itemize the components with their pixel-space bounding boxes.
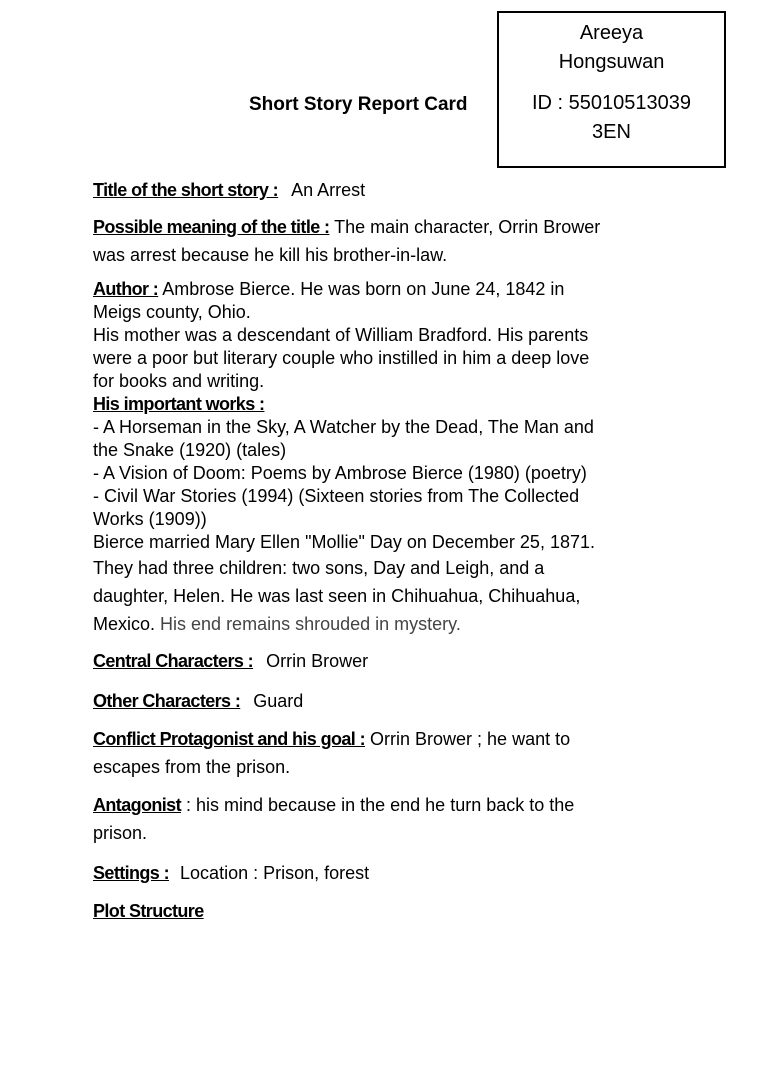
works-line-3: - A Vision of Doom: Poems by Ambrose Bierce (1980) (poetry)	[93, 463, 587, 483]
student-id: ID : 55010513039	[531, 92, 692, 114]
title-section	[93, 176, 693, 204]
other-characters-value: Guard	[253, 691, 304, 711]
bio-line-3-end: His end remains shrouded in mystery.	[160, 614, 461, 634]
student-last-name: Hongsuwan	[558, 51, 665, 73]
works-line-2: the Snake (1920) (tales)	[93, 440, 287, 460]
report-body	[93, 176, 693, 925]
meaning-section	[93, 213, 693, 269]
author-label: Author :	[93, 279, 159, 299]
conflict-line-2: escapes from the prison.	[93, 757, 291, 777]
settings-value: Location : Prison, forest	[180, 863, 370, 883]
author-line-5: for books and writing.	[93, 371, 265, 391]
author-line-4: were a poor but literary couple who instilled in him a deep love	[93, 348, 590, 368]
works-line-5: Works (1909))	[93, 509, 207, 529]
bio-line-2: daughter, Helen. He was last seen in Chihuahua, Chihuahua,	[93, 586, 581, 606]
meaning-label: Possible meaning of the title :	[93, 217, 330, 237]
student-first-name: Areeya	[579, 22, 644, 44]
conflict-line-1: Orrin Brower ; he want to	[370, 729, 571, 749]
other-characters-label: Other Characters :	[93, 691, 241, 711]
author-line-1: Ambrose Bierce. He was born on June 24, 1842 in	[162, 279, 565, 299]
antagonist-label: Antagonist	[93, 795, 181, 815]
other-characters-section	[93, 687, 693, 715]
works-line-1: - A Horseman in the Sky, A Watcher by the Dead, The Man and	[93, 417, 594, 437]
works-section	[93, 393, 693, 554]
central-characters-value: Orrin Brower	[266, 651, 369, 671]
works-line-4: - Civil War Stories (1994) (Sixteen stories from The Collected	[93, 486, 580, 506]
works-line-6: Bierce married Mary Ellen "Mollie" Day on December 25, 1871.	[93, 532, 595, 552]
bio-line-1: They had three children: two sons, Day and Leigh, and a	[93, 558, 545, 578]
author-section	[93, 278, 693, 393]
conflict-label: Conflict Protagonist and his goal :	[93, 729, 366, 749]
author-line-3: His mother was a descendant of William Bradford. His parents	[93, 325, 589, 345]
student-class: 3EN	[592, 121, 631, 143]
student-id-box	[497, 11, 726, 168]
bio-line-3-start: Mexico.	[93, 614, 156, 634]
title-value: An Arrest	[291, 180, 366, 200]
conflict-section	[93, 725, 693, 781]
settings-label: Settings :	[93, 863, 170, 883]
antagonist-section	[93, 791, 693, 847]
central-characters-label: Central Characters :	[93, 651, 254, 671]
bio-section	[93, 554, 693, 638]
works-label: His important works :	[93, 394, 265, 414]
settings-section	[93, 859, 693, 887]
meaning-line-2: was arrest because he kill his brother-in-law.	[93, 245, 448, 265]
plot-structure-label: Plot Structure	[93, 901, 204, 921]
antagonist-line-1: : his mind because in the end he turn back to the	[186, 795, 575, 815]
author-line-2: Meigs county, Ohio.	[93, 302, 251, 322]
meaning-line-1: The main character, Orrin Brower	[334, 217, 601, 237]
page-title: Short Story Report Card	[249, 94, 468, 115]
antagonist-line-2: prison.	[93, 823, 148, 843]
title-label: Title of the short story :	[93, 180, 279, 200]
plot-structure-section	[93, 897, 693, 925]
central-characters-section	[93, 647, 693, 675]
